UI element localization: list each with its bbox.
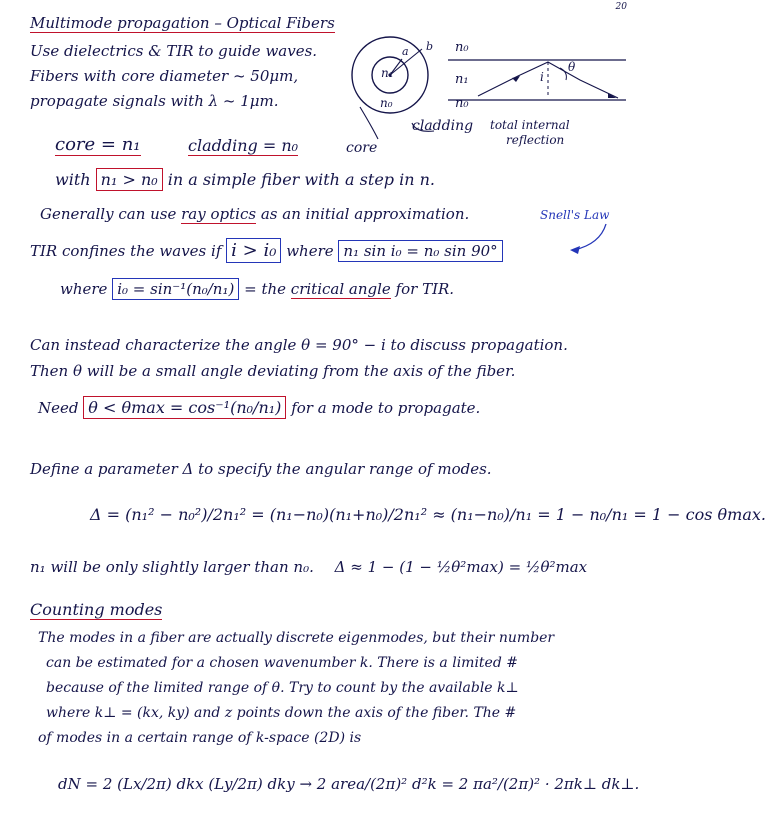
theta-max-box: θ < θmax = cos⁻¹(n₀/n₁) (83, 396, 286, 419)
theta-line-2: Then θ will be a small angle deviating from the axis of the fiber. (30, 362, 516, 380)
fig2-caption-line-2: reflection (506, 133, 565, 147)
fig2-label-n0-bottom: n₀ (455, 96, 469, 111)
fig1-label-n0: n₀ (380, 96, 393, 110)
fig1-label-core: core (346, 140, 378, 156)
fig1-label-n1: n₁ (381, 66, 394, 80)
counting-line-1: The modes in a fiber are actually discrete eigenmodes, but their number (38, 630, 555, 646)
small-difference-line: n₁ will be only slightly larger than n₀. Δ ≈ 1 − (1 − ½θ²max) = ½θ²max (30, 558, 588, 576)
fig2-caption-line-1: total internal (490, 118, 570, 132)
counting-heading: Counting modes (30, 600, 163, 619)
snells-law-label: Snell's Law (540, 208, 610, 222)
intro-line-2: Fibers with core diameter ~ 50μm, (30, 67, 299, 85)
step-fiber-line: with n₁ > n₀ in a simple fiber with a step in n. (55, 170, 436, 189)
counting-line-4: where k⊥ = (kx, ky) and z points down the axis of the fiber. The # (46, 705, 517, 721)
counting-line-2: can be estimated for a chosen wavenumber k. There is a limited # (46, 655, 518, 671)
intro-line-3: propagate signals with λ ~ 1μm. (30, 92, 279, 110)
critical-angle-box: i₀ = sin⁻¹(n₀/n₁) (112, 278, 239, 300)
fig2-label-n0-top: n₀ (455, 40, 469, 55)
snells-law-arrow (560, 222, 620, 262)
fig2-label-n1: n₁ (455, 72, 469, 87)
fig1-label-b: b (426, 40, 434, 53)
counting-line-3: because of the limited range of θ. Try to count by the available k⊥ (46, 680, 519, 696)
intro-line-1: Use dielectrics & TIR to guide waves. (30, 42, 318, 60)
fig2-label-theta: θ (568, 60, 576, 74)
ray-optics-line: Generally can use ray optics as an initial approximation. (40, 205, 470, 223)
fig1-label-a: a (402, 45, 409, 58)
tir-condition-line: TIR confines the waves if i > i₀ where n₁ sin i₀ = n₀ sin 90° (30, 240, 503, 261)
page-title: Multimode propagation – Optical Fibers (30, 14, 335, 32)
page-number: 20 (615, 2, 627, 12)
delta-equation: Δ = (n₁² − n₀²)/2n₁² = (n₁−n₀)(n₁+n₀)/2n₁² ≈ (n₁−n₀)/n₁ = 1 − n₀/n₁ = 1 − cos θmax. (90, 505, 766, 524)
delta-definition-line: Define a parameter Δ to specify the angular range of modes. (30, 460, 492, 478)
snell-equation-box: n₁ sin i₀ = n₀ sin 90° (338, 240, 502, 262)
index-condition-box: n₁ > n₀ (96, 168, 163, 191)
fig2-label-i: i (540, 70, 544, 84)
cladding-index: cladding = n₀ (188, 136, 299, 155)
theta-line-1: Can instead characterize the angle θ = 90° − i to discuss propagation. (30, 336, 568, 354)
fig1-label-cladding: cladding (412, 118, 474, 134)
core-index: core = n₁ (55, 134, 141, 155)
propagation-condition-line: Need θ < θmax = cos⁻¹(n₀/n₁) for a mode to propagate. (38, 398, 481, 417)
tir-ray-diagram (448, 38, 628, 118)
critical-angle-line: where i₀ = sin⁻¹(n₀/n₁) = the critical angle for TIR. (60, 280, 455, 298)
mode-count-equation: dN = 2 (Lx/2π) dkx (Ly/2π) dky → 2 area/(2π)² d²k = 2 πa²/(2π)² · 2πk⊥ dk⊥. (58, 775, 640, 793)
counting-line-5: of modes in a certain range of k-space (2D) is (38, 730, 362, 746)
tir-condition-box: i > i₀ (226, 238, 281, 263)
